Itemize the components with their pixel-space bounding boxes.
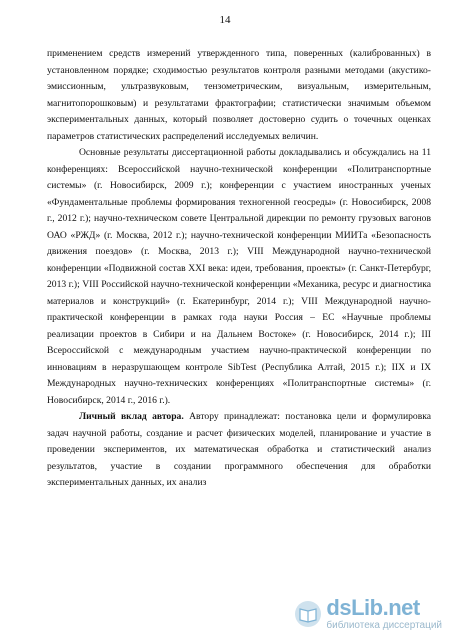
paragraph-personal-contribution [47,409,431,492]
page-number: 14 [219,14,231,26]
personal-contribution-heading: Личный вклад автора. [79,411,184,422]
paragraph-conferences: Основные результаты диссертационной работы докладывались и обсуждались на 11 конференциях: Всероссийской научно-технической конференции «Политранспортные системы» (г. Новосибирск, 2009 г.); конференции с участием иностранных ученых «Фундаментальные проблемы формирования техногенной геосреды» (г. Новосибирск, 2008 г., 2012 г.); научно-техническом совете Центральной дирекции по ремонту грузовых вагонов ОАО «РЖД» (г. Москва, 2012 г.); научно-технической конференции МИИТа «Безопасность движения поездов» (г. Москва, 2013 г.); VIII Международной научно-технической конференции «Подвижной состав XXI века: идеи, требования, проекты» (г. Санкт-Петербург, 2013 г.); VIII Российской научно-технической конференции «Механика, ресурс и диагностика материалов и конструкций» (г. Екатеринбург, 2014 г.); VIII Международной научно-практической конференции в рамках года науки Россия – ЕС «Научные проблемы реализации проектов в Сибири и на Дальнем Востоке» (г. Новосибирск, 2014 г.); III Всероссийской с международным участием научно-практической конференции по инновациям в неразрушающем контроле SibTest (Республика Алтай, 2015 г.); IIX и IX Международных научно-технических конференциях «Политранспортные системы» (г. Новосибирск, 2014 г., 2016 г.). [47,147,431,406]
book-logo-icon [294,600,322,628]
watermark [294,597,442,631]
personal-contribution-text: Автору принадлежат: постановка цели и формулировка задач научной работы, создание и расчет физических моделей, планирование и участие в проведении экспериментов, их математическая обработка и статистический анализ результатов, участие в создании программного обеспечения для обработки экспериментальных данных, их анализ [47,411,431,488]
paragraph-measurement-methods: применением средств измерений утвержденного типа, поверенных (калиброванных) в установленном порядке; сходимостью результатов контроля разными методами (акустико-эмиссионным, ультразвуковым, тензометрическим, визуальным, измерительным, магнитопорошковым) и результатами фрактографии; статистически значимым объемом экспериментальных данных, который позволяет достоверно судить о точечных оценках параметров статистических распределений исследуемых величин. [47,48,431,142]
watermark-subtitle: библиотека диссертаций [326,620,442,631]
watermark-brand: dsLib.net [326,595,420,620]
document-body [47,46,431,492]
